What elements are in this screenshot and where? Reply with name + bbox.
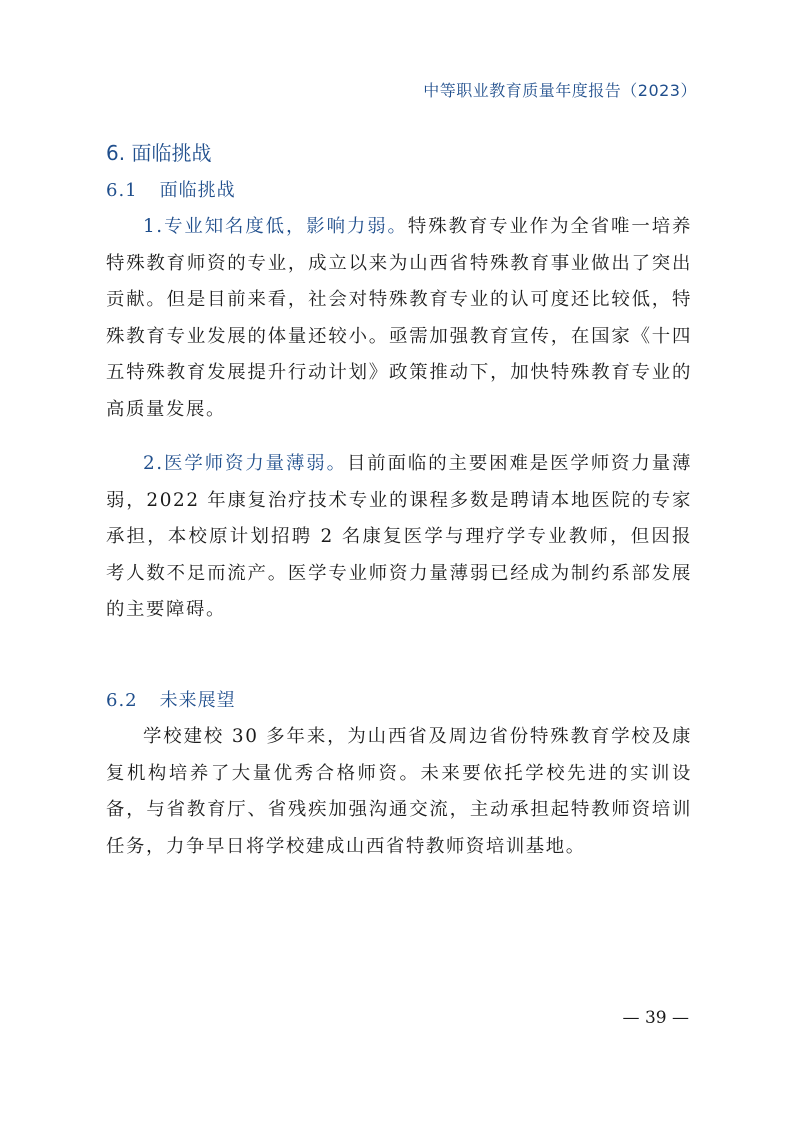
subsection-number: 6.1 [106, 180, 138, 201]
subsection-label: 面临挑战 [159, 180, 236, 201]
paragraph-outlook [106, 719, 692, 865]
subsection-title-6-2 [106, 686, 236, 712]
running-header: 中等职业教育质量年度报告（2023） [423, 81, 697, 100]
subsection-label: 未来展望 [159, 690, 236, 711]
section-title: 6. 面临挑战 [106, 141, 212, 165]
paragraph-body: 学校建校 30 多年来，为山西省及周边省份特殊教育学校及康复机构培养了大量优秀合格师资。未来要依托学校先进的实训设备，与省教育厅、省残疾加强沟通交流，主动承担起特教师资培训任务，力争早日将学校建成山西省特教师资培训基地。 [106, 726, 692, 857]
subsection-title-6-1 [106, 176, 236, 202]
paragraph-body: 目前面临的主要困难是医学师资力量薄弱，2022 年康复治疗技术专业的课程多数是聘请本地医院的专家承担，本校原计划招聘 2 名康复医学与理疗学专业教师，但因报考人数不足而流产。医学专业师资力量薄弱已经成为制约系部发展的主要障碍。 [106, 453, 692, 621]
paragraph-weak-faculty [106, 446, 692, 629]
paragraph-body: 特殊教育专业作为全省唯一培养特殊教育师资的专业，成立以来为山西省特殊教育事业做出了突出贡献。但是目前来看，社会对特殊教育专业的认可度还比较低，特殊教育专业发展的体量还较小。亟需加强教育宣传，在国家《十四五特殊教育发展提升行动计划》政策推动下，加快特殊教育专业的高质量发展。 [106, 216, 693, 420]
page-number: — 39 — [622, 1008, 689, 1028]
subsection-number: 6.2 [106, 690, 138, 711]
paragraph-low-recognition [106, 209, 692, 429]
paragraph-lead: 1.专业知名度低，影响力弱。 [143, 216, 408, 237]
paragraph-lead: 2.医学师资力量薄弱。 [143, 453, 347, 474]
